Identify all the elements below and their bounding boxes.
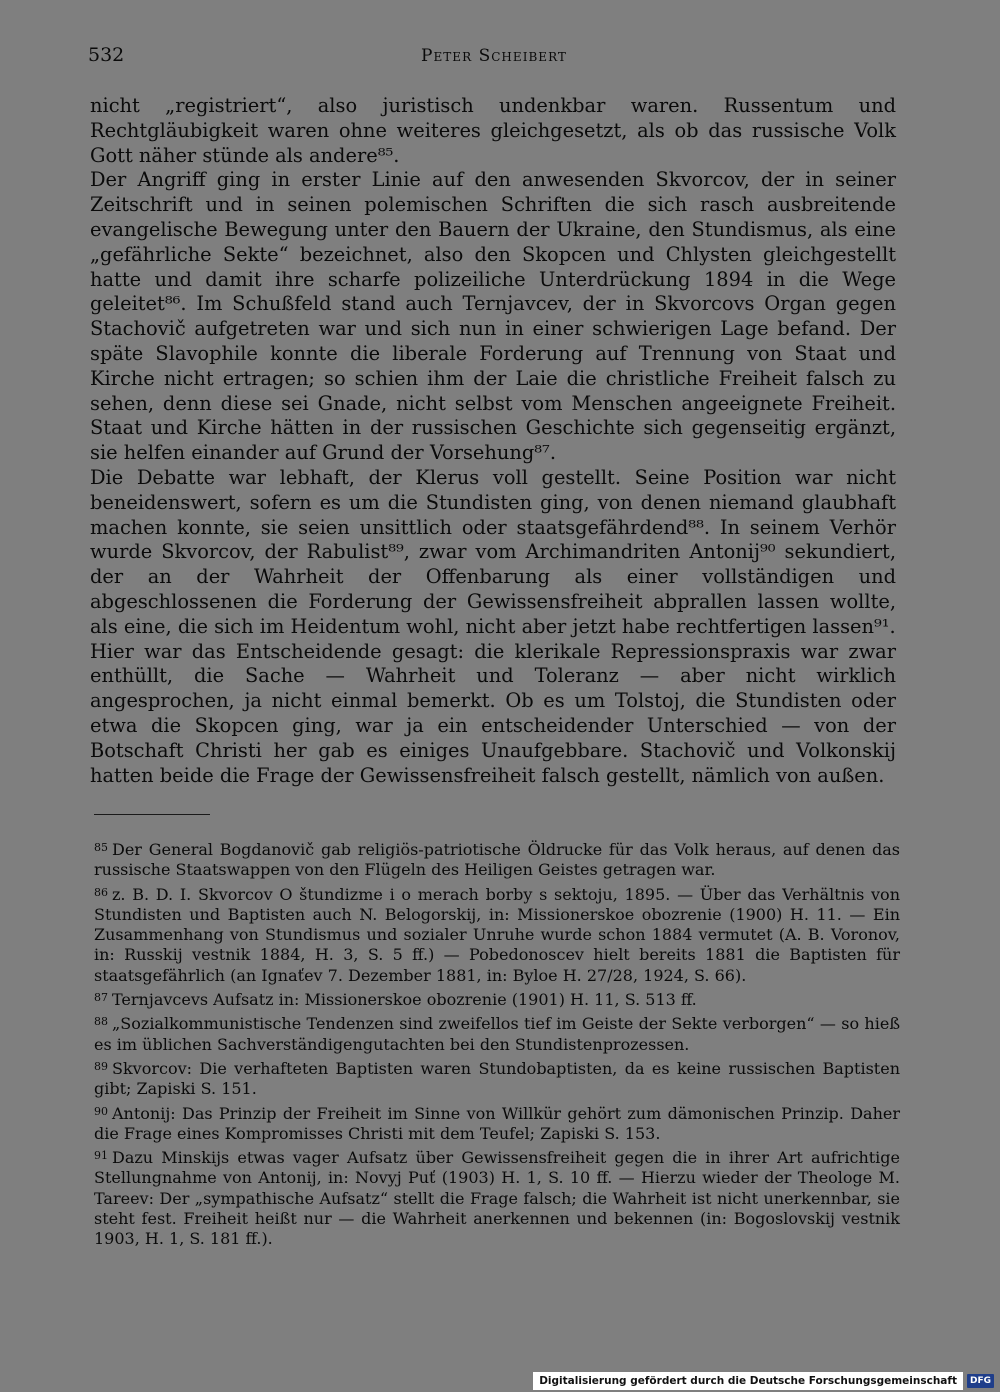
paragraph: nicht „registriert“, also juristisch undenkbar waren. Russentum und Rechtgläubigkeit waren ohne weiteres gleichgesetzt, als ob das russische Volk Gott näher stünde als andere⁸⁵. — [90, 94, 896, 167]
footnote — [94, 1057, 900, 1100]
page-header — [88, 44, 900, 72]
footnote-text: Ternjavcevs Aufsatz in: Missionerskoe obozrenie (1901) H. 11, S. 513 ff. — [112, 990, 697, 1010]
footnote-text: Der General Bogdanovič gab religiös-patriotische Öldrucke für das Volk heraus, auf denen das russische Staatswappen von den Flügeln des Heiligen Geistes getragen war. — [94, 840, 900, 880]
footnote-text: „Sozialkommunistische Tendenzen sind zweifellos tief im Geiste der Sekte verborgen“ — so hieß es im üblichen Sachverständigengutachten bei den Stundistenprozessen. — [94, 1014, 900, 1054]
footnote-number: 90 — [94, 1104, 108, 1118]
footnote-number: 91 — [94, 1149, 108, 1163]
paragraph: Die Debatte war lebhaft, der Klerus voll gestellt. Seine Position war nicht beneidenswert, sofern es um die Stundisten ging, von denen niemand glaubhaft machen konnte, sie seien unsittlich oder staatsgefährdend⁸⁸. In seinem Verhör wurde Skvorcov, der Rabulist⁸⁹, zwar vom Archimandriten Antonij⁹⁰ sekundiert, der an der Wahrheit der Offenbarung als einer vollständigen und abgeschlossenen die Forderung der Gewissensfreiheit abprallen lassen wollte, als eine, die sich im Heidentum wohl, nicht aber jetzt habe rechtfertigen lassen⁹¹. — [90, 465, 896, 638]
footnote — [94, 1102, 900, 1145]
footnote-number: 86 — [94, 885, 108, 899]
running-head: Peter Scheibert — [421, 46, 567, 66]
digitization-footer — [533, 1370, 1000, 1392]
footnotes — [94, 838, 900, 1250]
paragraph: Der Angriff ging in erster Linie auf den anwesenden Skvorcov, der in seiner Zeitschrift und in seinen polemischen Schriften die sich rasch ausbreitende evangelische Bewegung unter den Bauern der Ukraine, den Stundismus, als eine „gefährliche Sekte“ bezeichnet, also den Skopcen und Chlysten gleichgestellt hatte und damit ihre scharfe polizeiliche Unterdrückung 1894 in die Wege geleitet⁸⁶. Im Schußfeld stand auch Ternjavcev, der in Skvorcovs Organ gegen Stachovič aufgetreten war und sich nun in einer schwierigen Lage befand. Der späte Slavophile konnte die liberale Forderung auf Trennung von Staat und Kirche nicht ertragen; so schien ihm der Laie die christliche Freiheit falsch zu sehen, denn diese sei Gnade, nicht selbst vom Menschen angeeignete Freiheit. Staat und Kirche hätten in der russischen Geschichte sich gegenseitig ergänzt, sie helfen einander auf Grund der Vorsehung⁸⁷. — [90, 168, 896, 465]
footnote-text: Antonij: Das Prinzip der Freiheit im Sinne von Willkür gehört zum dämonischen Prinzip. Daher die Frage eines Kompromisses Christi mit dem Teufel; Zapiski S. 153. — [94, 1103, 900, 1143]
dfg-logo-icon: DFG — [967, 1374, 994, 1388]
page-number: 532 — [88, 44, 125, 66]
main-text — [90, 94, 896, 788]
footnote-divider — [94, 814, 210, 815]
footnote — [94, 883, 900, 986]
footnote-number: 87 — [94, 991, 108, 1005]
footnote — [94, 988, 900, 1010]
footnote-text: z. B. D. I. Skvorcov O štundizme i o merach borby s sektoju, 1895. — Über das Verhältnis von Stundisten und Baptisten auch N. Belogorskij, in: Missionerskoe obozrenie (1900) H. 11. — Ein Zusammenhang von Stundismus und sozialer Unruhe wurde schon 1884 vermutet (A. B. Voronov, in: Russkij vestnik 1884, H. 3, S. 5 ff.) — Pobedonoscev hielt bereits 1881 die Baptisten für staatsgefährlich (an Ignaťev 7. Dezember 1881, in: Byloe H. 27/28, 1924, S. 66). — [94, 884, 900, 985]
footnote-number: 88 — [94, 1015, 108, 1029]
footnote — [94, 1146, 900, 1249]
paragraph: Hier war das Entscheidende gesagt: die klerikale Repressionspraxis war zwar enthüllt, die Sache — Wahrheit und Toleranz — aber nicht wirklich angesprochen, ja nicht einmal bemerkt. Ob es um Tolstoj, die Stundisten oder etwa die Skopcen ging, war ja ein entscheidender Unterschied — von der Botschaft Christi her gab es einiges Unaufgebbare. Stachovič und Volkonskij hatten beide die Frage der Gewissensfreiheit falsch gestellt, nämlich von außen. — [90, 639, 896, 787]
footnote-text: Dazu Minskijs etwas vager Aufsatz über Gewissensfreiheit gegen die in ihrer Art aufrichtige Stellungnahme von Antonij, in: Novyj Puť (1903) H. 1, S. 10 ff. — Hierzu wieder der Theologe M. Tareev: Der „sympathische Aufsatz“ stellt die Frage falsch; die Wahrheit ist nicht unerkennbar, sie steht fest. Freiheit heißt nur — die Wahrheit anerkennen und bekennen (in: Bogoslovskij vestnik 1903, H. 1, S. 181 ff.). — [94, 1148, 900, 1249]
footnote — [94, 1012, 900, 1055]
footnote — [94, 838, 900, 881]
funding-credit: Digitalisierung gefördert durch die Deutsche Forschungsgemeinschaft — [533, 1372, 963, 1390]
footnote-number: 89 — [94, 1059, 108, 1073]
footnote-number: 85 — [94, 841, 108, 854]
footnote-text: Skvorcov: Die verhafteten Baptisten waren Stundobaptisten, da es keine russischen Baptisten gibt; Zapiski S. 151. — [94, 1058, 900, 1099]
